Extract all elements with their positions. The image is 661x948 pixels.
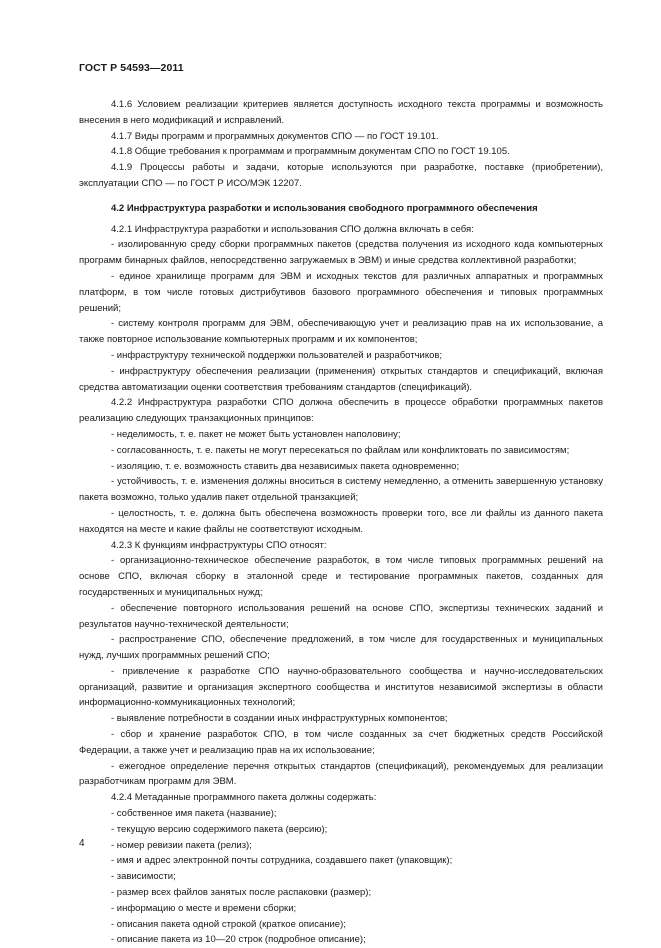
clause-4-2-1: 4.2.1 Инфраструктура разработки и использования СПО должна включать в себя:: [111, 223, 474, 235]
list-item: - номер ревизии пакета (релиз);: [111, 839, 252, 851]
list-item: - инфраструктуру технической поддержки пользователей и разработчиков;: [111, 349, 443, 361]
list-item: - согласованность, т. е. пакеты не могут пересекаться по файлам или конфликтовать по зависимостям;: [111, 444, 570, 456]
list-item: - неделимость, т. е. пакет не может быть установлен наполовину;: [111, 428, 401, 440]
page-number: 4: [79, 838, 85, 849]
list-item: - привлечение к разработке СПО научно-образовательного сообщества и научно-исследовательских организаций, развитие и организация экспертного сообщества и институтов независимой экспертизы в области информационно-коммуникационных технологий;: [79, 665, 603, 709]
document-header: ГОСТ Р 54593—2011: [79, 62, 184, 74]
list-item: - зависимости;: [111, 871, 176, 883]
list-item: - информацию о месте и времени сборки;: [111, 902, 297, 914]
clause-4-2-3: 4.2.3 К функциям инфраструктуры СПО относят:: [111, 539, 327, 551]
list-item: - изолированную среду сборки программных пакетов (средства получения из исходного кода компьютерных программ бинарных файлов, непосредственно загружаемых в ЭВМ) и иные средства коллективной разработки;: [79, 239, 603, 267]
clause-4-1-9: 4.1.9 Процессы работы и задачи, которые используются при разработке, поставке (приобретении), эксплуатации СПО — по ГОСТ Р ИСО/МЭК 12207.: [79, 162, 603, 189]
clause-4-1-7: 4.1.7 Виды программ и программных документов СПО — по ГОСТ 19.101.: [111, 130, 439, 142]
list-item: - текущую версию содержимого пакета (версию);: [111, 823, 328, 835]
section-heading-4-2: 4.2 Инфраструктура разработки и использования свободного программного обеспечения: [111, 202, 538, 214]
clause-4-2-2: 4.2.2 Инфраструктура разработки СПО должна обеспечить в процессе обработки программных пакетов реализацию следующих транзакционных принципов:: [79, 397, 603, 425]
list-item: - инфраструктуру обеспечения реализации (применения) открытых стандартов и спецификаций, включая средства автоматизации оценки соответствия требованиям стандартов (спецификаций).: [79, 365, 603, 393]
list-item: - целостность, т. е. должна быть обеспечена возможность проверки того, все ли файлы из данного пакета находятся на месте и какие файлы не соответствуют исходным.: [79, 507, 603, 535]
list-item: - систему контроля программ для ЭВМ, обеспечивающую учет и реализацию прав на их использование, а также повторное использование компьютерных программ и их компонентов;: [79, 318, 603, 346]
document-body: [79, 97, 603, 948]
list-item: - имя и адрес электронной почты сотрудника, создавшего пакет (упаковщик);: [111, 855, 453, 867]
list-item: - сбор и хранение разработок СПО, в том числе созданных за счет бюджетных средств Российской Федерации, а также учет и реализацию прав на их использование;: [79, 729, 603, 756]
clause-4-1-6: 4.1.6 Условием реализации критериев является доступность исходного текста программы и возможность внесения в него модификаций и исправлений.: [79, 99, 603, 126]
clause-4-2-4: 4.2.4 Метаданные программного пакета должны содержать:: [111, 792, 377, 804]
list-item: - размер всех файлов занятых после распаковки (размер);: [111, 887, 372, 899]
list-item: - единое хранилище программ для ЭВМ и исходных текстов для различных аппаратных и программных платформ, в том числе готовых дистрибутивов базового программного обеспечения и типовых программных решений;: [79, 270, 603, 314]
list-item: - обеспечение повторного использования решений на основе СПО, экспертизы технических заданий и результатов научно-технической деятельности;: [79, 602, 603, 630]
list-item: - выявление потребности в создании иных инфраструктурных компонентов;: [111, 713, 448, 725]
list-item: - распространение СПО, обеспечение предложений, в том числе для государственных и муниципальных нужд, лучших программных решений СПО;: [79, 634, 603, 662]
list-item: - устойчивость, т. е. изменения должны вноситься в систему немедленно, а отменить завершенную установку пакета возможно, только удалив пакет отдельной транзакцией;: [79, 476, 603, 504]
list-item: - описания пакета одной строкой (краткое описание);: [111, 918, 346, 930]
clause-4-1-8: 4.1.8 Общие требования к программам и программным документам СПО по ГОСТ 19.105.: [111, 146, 510, 158]
list-item: - описание пакета из 10—20 строк (подробное описание);: [111, 934, 366, 946]
list-item: - ежегодное определение перечня открытых стандартов (спецификаций), рекомендуемых для реализации разработчикам программ для ЭВМ.: [79, 760, 603, 788]
list-item: - собственное имя пакета (название);: [111, 808, 277, 820]
list-item: - изоляцию, т. е. возможность ставить два независимых пакета одновременно;: [111, 460, 460, 472]
list-item: - организационно-техническое обеспечение разработок, в том числе типовых программных решений на основе СПО, включая сборку в эталонной среде и тестирование программных пакетов, созданных для государственных и муниципальных нужд;: [79, 555, 603, 598]
